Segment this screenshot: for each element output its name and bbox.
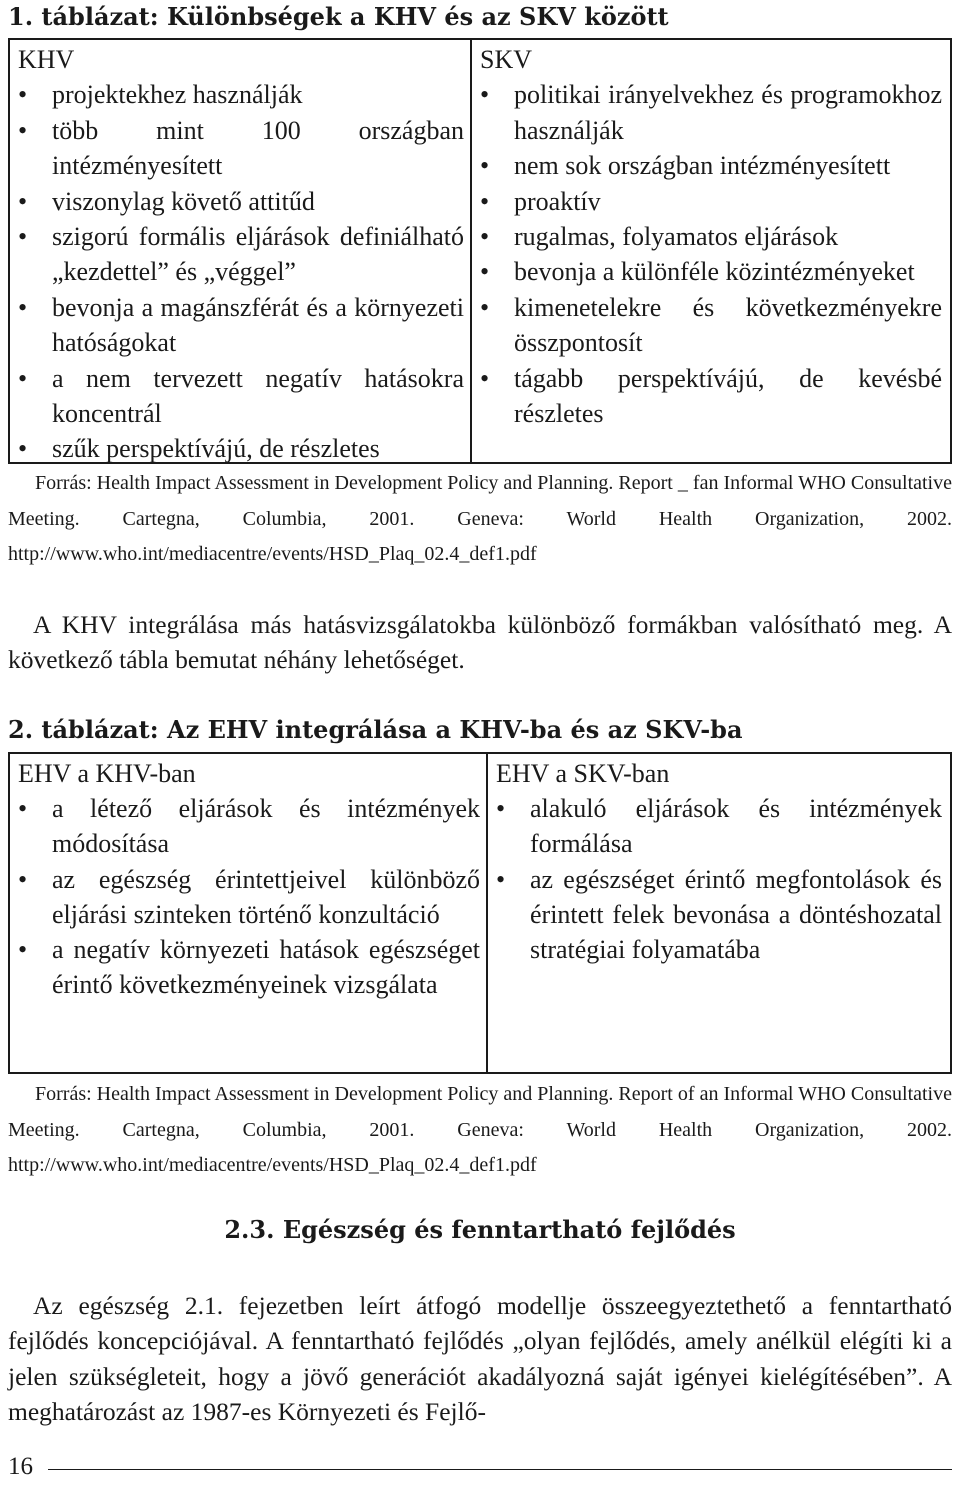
list-item [480, 148, 942, 183]
table2-ehv-integration [8, 752, 952, 1074]
sustainability-paragraph: Az egészség 2.1. fejezetben leírt átfogó modellje összeegyeztethető a fenntartható fejlődés koncepciójával. A fenntartható fejlődés „olyan fejlődés, amely anélkül elégíti ki a jelen szükségleteit, hogy a jövő generációt akadályozná saját igényei kielégítésében”. A meghatározást az 1987-es Környezeti és Fejlő- [8, 1291, 952, 1426]
table1-skv-column [470, 40, 950, 462]
list-item [18, 290, 464, 361]
list-item-text: proaktív [514, 186, 601, 216]
list-item-text: nem sok országban intézményesített [514, 151, 891, 181]
bullet-icon: • [480, 186, 490, 216]
list-item-text: politikai irányelvekhez és programokhoz használják [514, 80, 942, 145]
table1-source: Forrás: Health Impact Assessment in Development Policy and Planning. Report _ fan Informal WHO Consultative Meeting. Cartegna, Columbia, 2001. Geneva: World Health Organization, 2002. http://www.who.int/mediacentre/events/HSD_Plaq_02.4_def1.pdf [8, 472, 952, 565]
list-item-text: bevonja a különféle közintézményeket [514, 257, 915, 287]
list-item [18, 431, 464, 466]
list-item [18, 219, 464, 290]
list-item [480, 361, 942, 432]
table2-skv-heading: EHV a SKV-ban [496, 759, 670, 788]
table1-skv-heading: SKV [480, 45, 533, 74]
list-item-text: tágabb perspektívájú, de kevésbé részletes [514, 363, 942, 429]
table2-caption: 2. táblázat: Az EHV integrálása a KHV-ba és az SKV-ba [8, 715, 743, 744]
table1-khv-column [10, 40, 470, 462]
table1-skv-list [480, 77, 942, 431]
list-item [18, 932, 480, 1002]
table2-khv-list [18, 791, 480, 1002]
integration-paragraph: A KHV integrálása más hatásvizsgálatokba különböző formákban valósítható meg. A következő tábla bemutat néhány lehetőséget. [8, 610, 952, 675]
list-item-text: az egészséget érintő megfontolások és érintett felek bevonása a döntéshozatal stratégiai folyamatába [530, 864, 942, 965]
list-item-text: bevonja a magánszférát és a környezeti hatóságokat [52, 292, 464, 358]
list-item-text: alakuló eljárások és intézmények formálása [530, 794, 942, 859]
bullet-icon: • [18, 935, 28, 965]
bullet-icon: • [496, 794, 506, 824]
list-item [18, 791, 480, 861]
list-item-text: projektekhez használják [52, 80, 303, 110]
bullet-icon: • [18, 434, 28, 464]
section-title: 2.3. Egészség és fenntartható fejlődés [224, 1215, 736, 1244]
list-item [480, 77, 942, 148]
bullet-icon: • [480, 151, 490, 181]
bullet-icon: • [18, 222, 28, 252]
table2-khv-heading: EHV a KHV-ban [18, 759, 196, 788]
bullet-icon: • [480, 80, 490, 110]
list-item [18, 361, 464, 432]
bullet-icon: • [496, 864, 506, 894]
table2-khv-column [10, 754, 486, 1072]
list-item [480, 254, 942, 289]
bullet-icon: • [18, 864, 28, 894]
bullet-icon: • [18, 363, 28, 393]
list-item [480, 219, 942, 254]
bullet-icon: • [18, 186, 28, 216]
list-item [18, 77, 464, 112]
list-item [18, 184, 464, 219]
list-item-text: a nem tervezett negatív hatásokra koncentrál [52, 363, 464, 429]
table1-khv-list [18, 77, 464, 466]
list-item [480, 184, 942, 219]
list-item-text: az egészség érintettjeivel különböző eljárási szinteken történő konzultáció [52, 864, 480, 929]
table2-skv-column [486, 754, 950, 1072]
bullet-icon: • [18, 115, 28, 145]
list-item-text: a létező eljárások és intézmények módosítása [52, 794, 480, 859]
table1-caption: 1. táblázat: Különbségek a KHV és az SKV között [8, 2, 669, 31]
list-item [18, 113, 464, 184]
bullet-icon: • [480, 292, 490, 322]
table1-khv-heading: KHV [18, 45, 75, 74]
bullet-icon: • [480, 222, 490, 252]
list-item-text: szigorú formális eljárások definiálható „kezdettel” és „véggel” [52, 222, 464, 287]
bullet-icon: • [480, 363, 490, 393]
table1-khv-vs-skv [8, 38, 952, 464]
list-item [480, 290, 942, 361]
list-item [496, 862, 942, 968]
list-item-text: viszonylag követő attitűd [52, 186, 315, 216]
table2-skv-list [496, 791, 942, 967]
list-item-text: több mint 100 országban intézményesített [52, 115, 464, 181]
list-item-text: kimenetelekre és következményekre összpontosít [514, 292, 942, 358]
table2-source: Forrás: Health Impact Assessment in Development Policy and Planning. Report of an Informal WHO Consultative Meeting. Cartegna, Columbia, 2001. Geneva: World Health Organization, 2002. http://www.who.int/mediacentre/events/HSD_Plaq_02.4_def1.pdf [8, 1083, 952, 1176]
list-item [18, 862, 480, 932]
list-item-text: szűk perspektívájú, de részletes [52, 434, 380, 464]
list-item-text: rugalmas, folyamatos eljárások [514, 222, 839, 252]
bullet-icon: • [18, 292, 28, 322]
page-number: 16 [8, 1453, 33, 1480]
footer-rule [48, 1469, 952, 1470]
list-item [496, 791, 942, 861]
bullet-icon: • [18, 80, 28, 110]
list-item-text: a negatív környezeti hatások egészséget érintő következményeinek vizsgálata [52, 935, 480, 1000]
bullet-icon: • [480, 257, 490, 287]
bullet-icon: • [18, 794, 28, 824]
